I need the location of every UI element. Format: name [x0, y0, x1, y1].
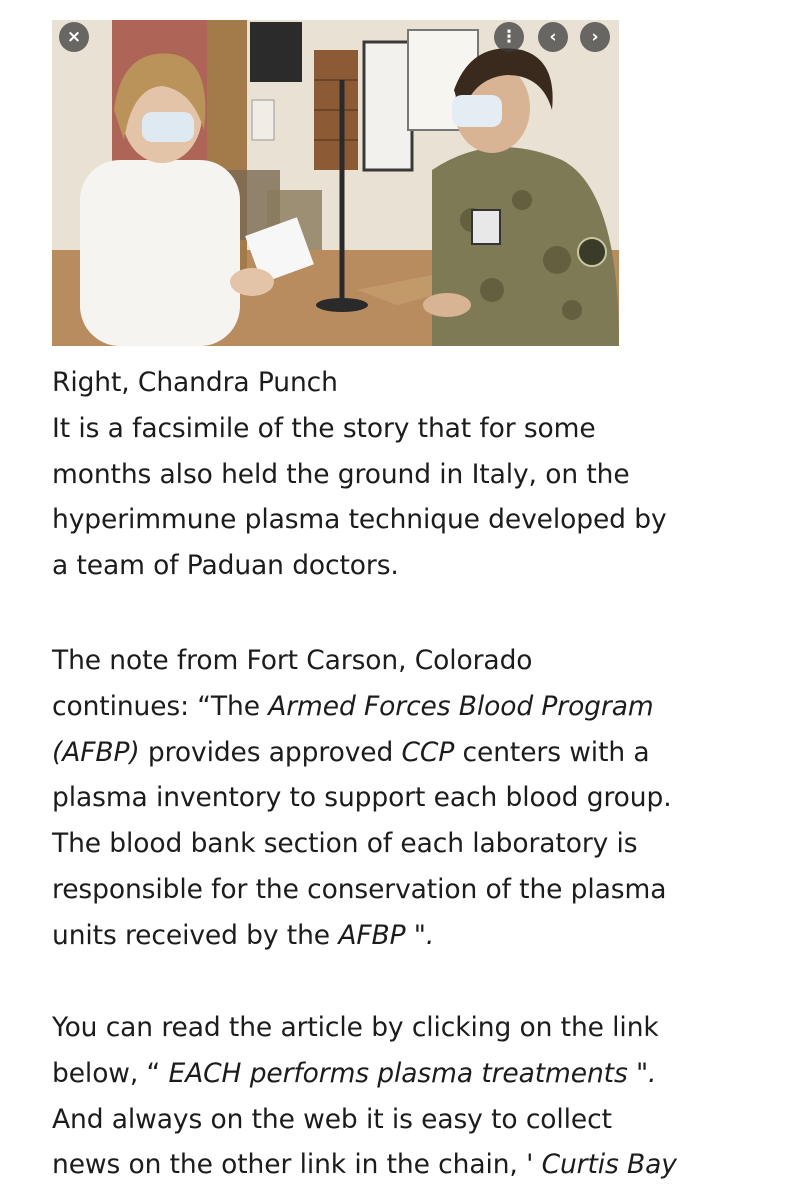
photo-scene [52, 20, 619, 346]
curtis-bay-link[interactable]: Curtis Bay [541, 1149, 677, 1181]
text-run: units received by the [52, 919, 339, 951]
text-run: provides approved [139, 736, 402, 768]
text-run: centers with a [454, 736, 650, 768]
paragraph-1-line-4: a team of Paduan doctors. [52, 550, 399, 582]
paragraph-3 [52, 1005, 742, 1188]
paragraph-3-line-2 [52, 1051, 742, 1097]
paragraph-2-line-5: The blood bank section of each laboratory is [52, 828, 638, 860]
paragraph-2 [52, 638, 742, 959]
more-icon: ⋮ [500, 27, 518, 47]
chevron-left-icon: ‹ [549, 27, 557, 47]
paragraph-2-line-3 [52, 730, 742, 776]
italic-afbp-end: AFBP ". [338, 919, 435, 951]
paragraph-1-line-3: hyperimmune plasma technique developed by [52, 504, 667, 536]
paragraph-3-line-1: You can read the article by clicking on the link [52, 1012, 659, 1043]
paragraph-2-line-6: responsible for the conservation of the plasma [52, 873, 667, 905]
next-image-button[interactable] [580, 22, 610, 52]
paragraph-3-line-4 [52, 1142, 742, 1188]
close-icon: × [66, 27, 82, 47]
chevron-right-icon: › [591, 27, 599, 47]
article-link[interactable]: EACH performs plasma treatments ". [168, 1057, 657, 1089]
more-options-button[interactable] [494, 22, 524, 52]
close-button[interactable] [59, 22, 89, 52]
text-run: continues: “The [52, 690, 269, 722]
photo-caption: Right, Chandra Punch [52, 367, 338, 398]
paragraph-2-line-1: The note from Fort Carson, Colorado [52, 645, 533, 676]
italic-ccp: CCP [401, 736, 455, 768]
text-run: below, “ [52, 1057, 169, 1089]
caption-block [52, 360, 742, 589]
paragraph-3-line-3: And always on the web it is easy to collect [52, 1103, 612, 1135]
paragraph-1-line-2: months also held the ground in Italy, on the [52, 458, 630, 490]
italic-program-name: Armed Forces Blood Program [268, 690, 654, 722]
italic-afbp: (AFBP) [52, 736, 140, 768]
article-photo [52, 20, 619, 346]
paragraph-2-line-2 [52, 684, 742, 730]
paragraph-1-line-1: It is a facsimile of the story that for some [52, 412, 596, 444]
previous-image-button[interactable] [538, 22, 568, 52]
paragraph-2-line-4: plasma inventory to support each blood group. [52, 782, 672, 814]
text-run: news on the other link in the chain, ' [52, 1149, 542, 1181]
paragraph-2-line-7 [52, 913, 742, 959]
